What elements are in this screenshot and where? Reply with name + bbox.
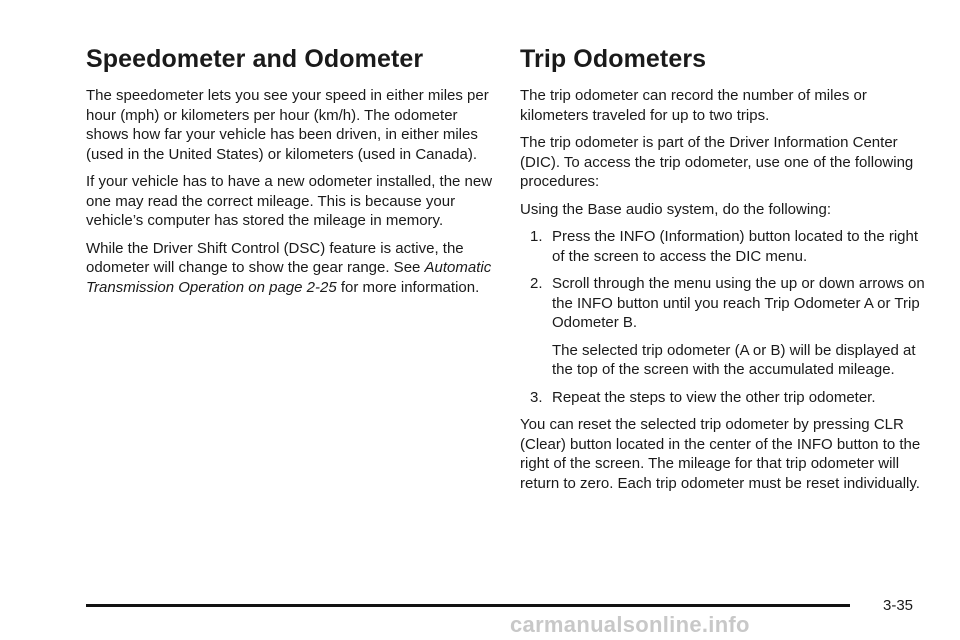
watermark: carmanualsonline.info xyxy=(510,612,750,637)
step-number: 2. xyxy=(530,275,543,292)
dsc-text: While the Driver Shift Control (DSC) feature is active, the odometer will change to show the gear range. See xyxy=(86,239,464,276)
speedometer-heading: Speedometer and Odometer xyxy=(86,45,424,73)
list-item xyxy=(520,227,930,266)
page-number: 3-35 xyxy=(883,597,914,614)
transmission-reference-link[interactable]: Automatic Transmission Operation on page 2-25 xyxy=(86,259,492,296)
step-text: Scroll through the menu using the up or down arrows on the INFO button until you reach Trip Odometer A or Trip Odometer B. xyxy=(552,275,925,331)
step-text: Press the INFO (Information) button located to the right of the screen to access the DIC menu. xyxy=(552,228,919,265)
trip-paragraph-1: The trip odometer can record the number of miles or kilometers traveled for up to two trips. xyxy=(520,87,867,124)
list-item xyxy=(520,274,930,380)
step-note: The selected trip odometer (A or B) will be displayed at the top of the screen with the accumulated mileage. xyxy=(552,341,916,378)
step-text: Repeat the steps to view the other trip odometer. xyxy=(552,388,876,406)
trip-odometers-heading: Trip Odometers xyxy=(520,45,707,73)
step-number: 1. xyxy=(530,228,543,245)
speedometer-paragraph-3 xyxy=(86,239,494,298)
procedure-steps xyxy=(520,227,930,407)
more-info-text: for more information. xyxy=(336,278,480,296)
speedometer-paragraph-1: The speedometer lets you see your speed in either miles per hour (mph) or kilometers per hour (km/h). The odometer shows how far your vehicle has been driven, in either miles (used in the United States) or kilometers (used in Canada). xyxy=(86,87,489,163)
footer-rule xyxy=(86,604,850,607)
right-column xyxy=(520,44,930,501)
trip-paragraph-4: You can reset the selected trip odometer by pressing CLR (Clear) button located in the center of the INFO button to the right of the screen. The mileage for that trip odometer will return to zero. Each trip odometer must be reset individually. xyxy=(520,416,921,492)
trip-paragraph-2: The trip odometer is part of the Driver Information Center (DIC). To access the trip odometer, use one of the following procedures: xyxy=(520,134,914,190)
left-column xyxy=(86,44,494,305)
list-item xyxy=(520,388,930,408)
speedometer-paragraph-2: If your vehicle has to have a new odometer installed, the new one may read the correct mileage. This is because your vehicle’s computer has stored the mileage in memory. xyxy=(86,173,493,229)
trip-paragraph-3: Using the Base audio system, do the following: xyxy=(520,200,832,218)
step-number: 3. xyxy=(530,388,543,406)
